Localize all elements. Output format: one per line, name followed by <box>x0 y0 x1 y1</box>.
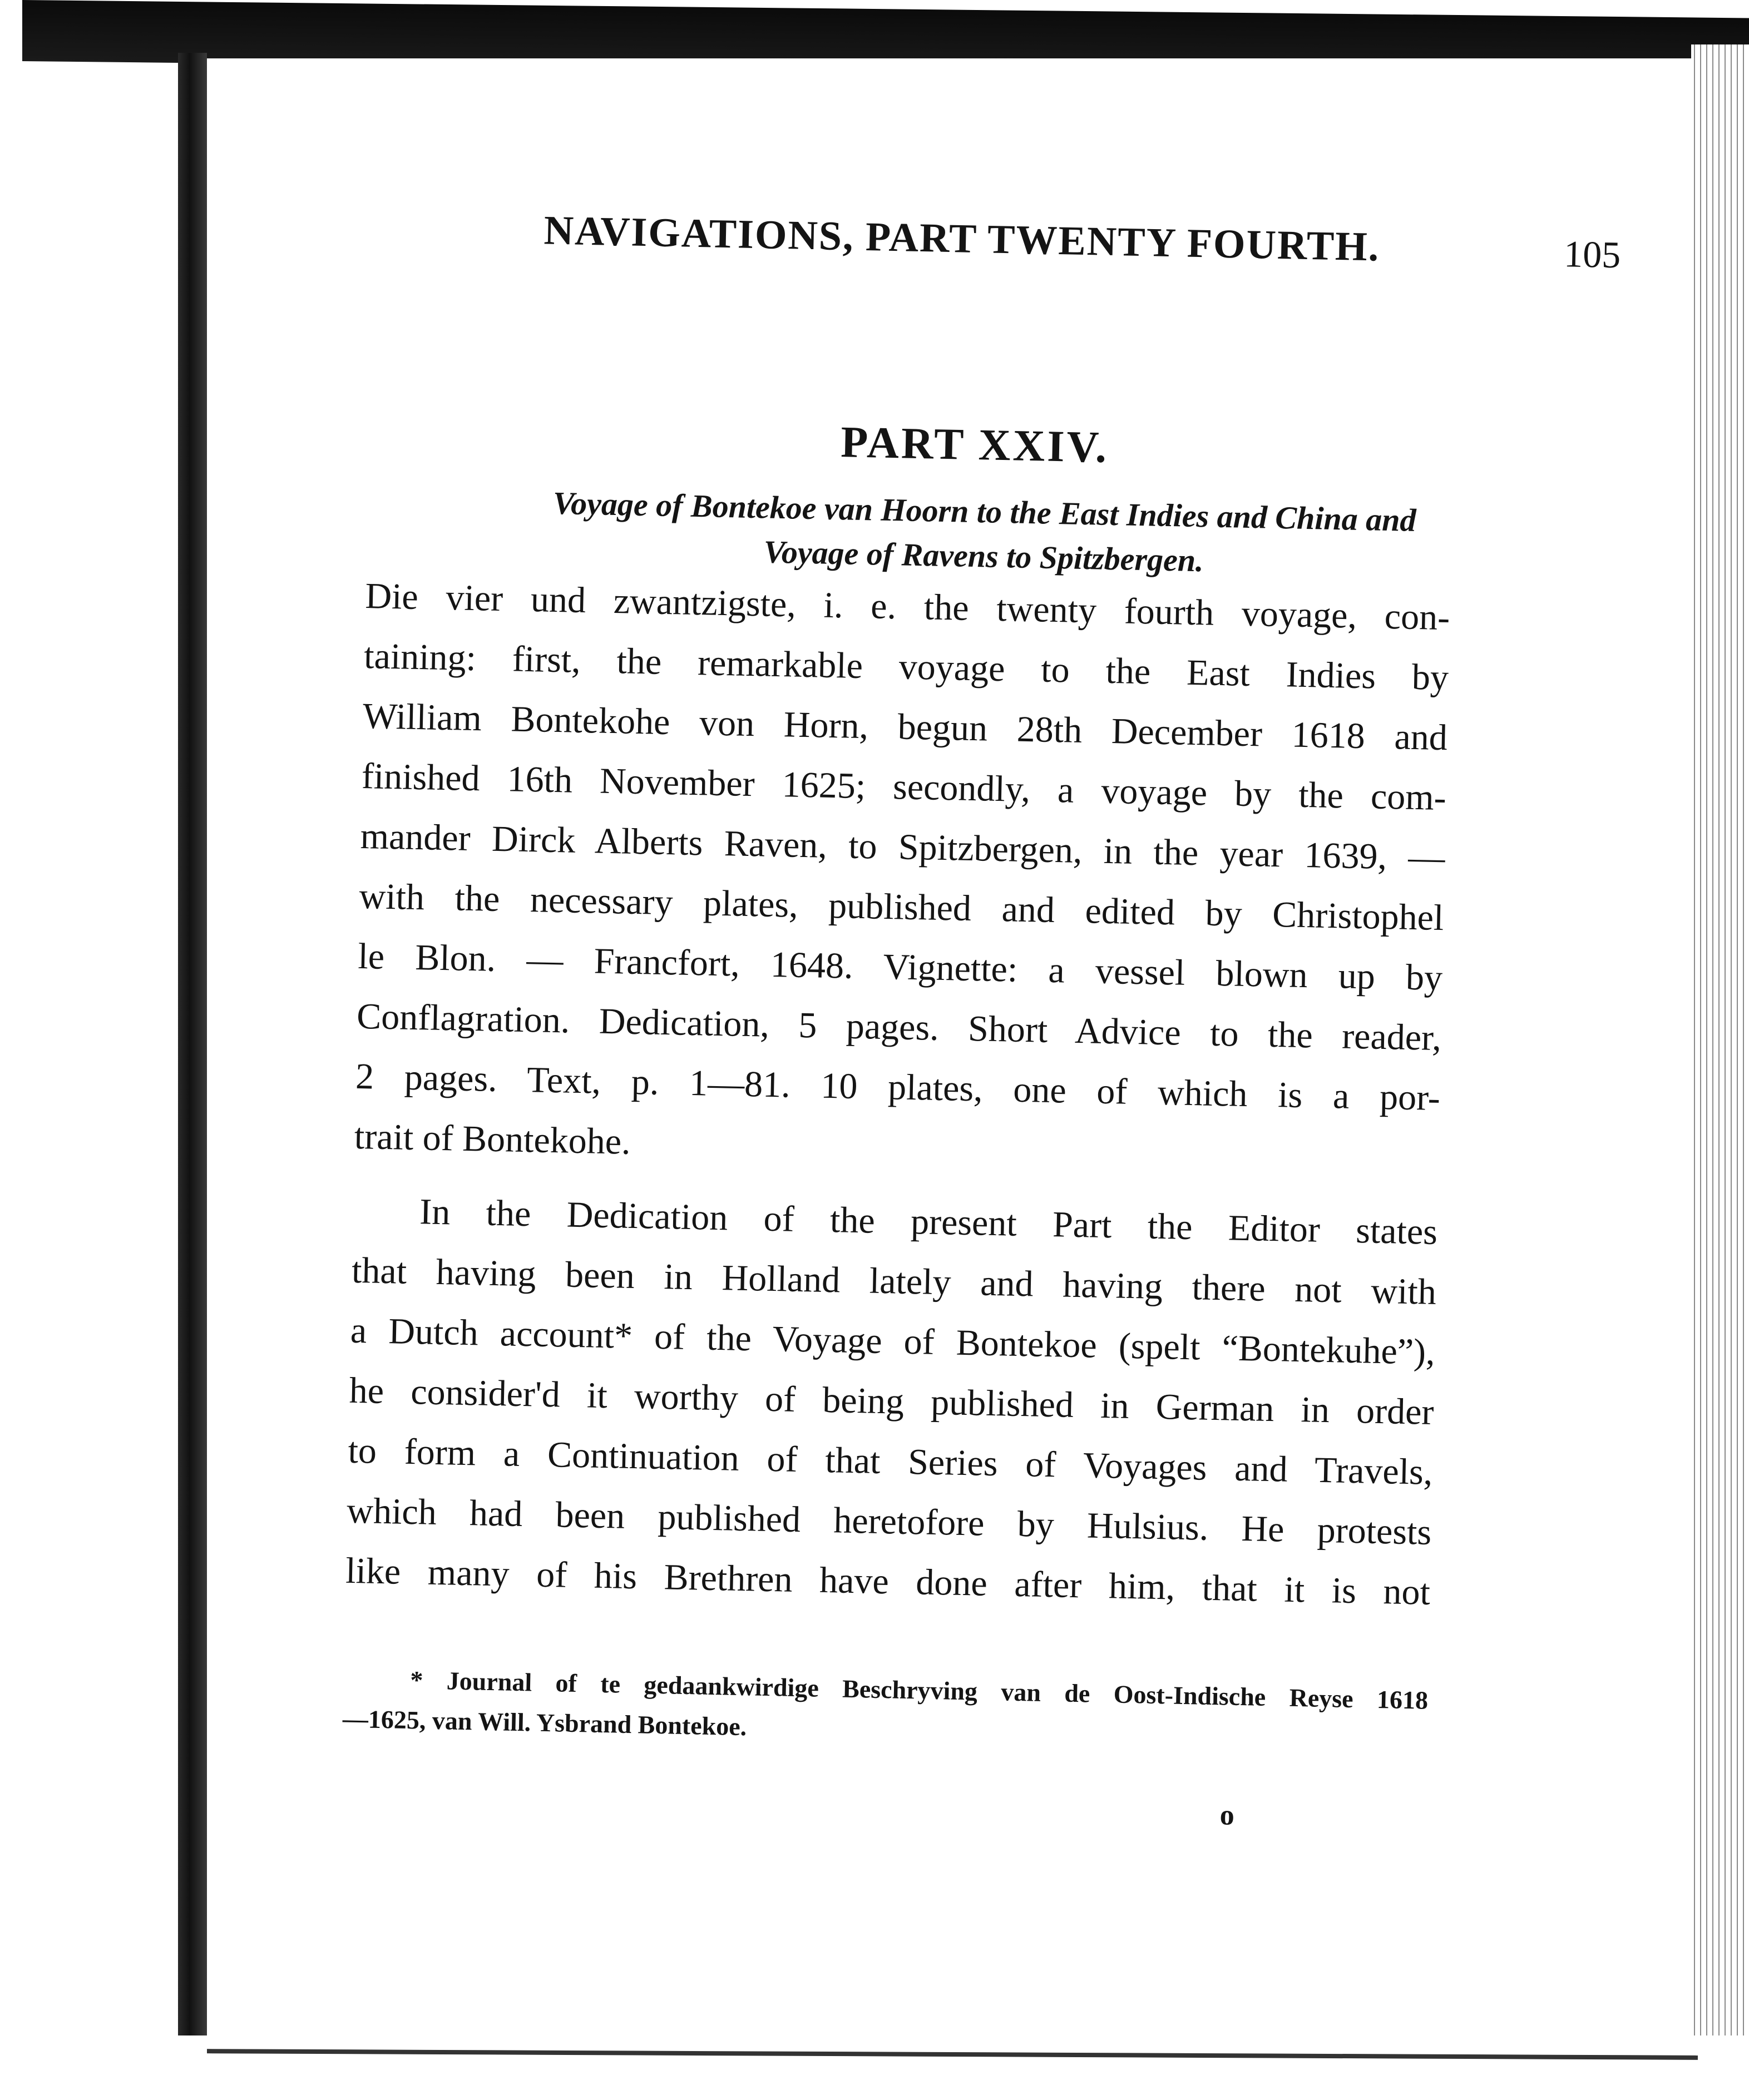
book-bottom-edge <box>0 2035 1749 2100</box>
text-line: In the Dedication of the present Part the Editor states <box>419 1191 1438 1252</box>
text-line: trait of Bontekohe. <box>354 1116 631 1162</box>
text-line: like many of his Brethren have done after him, that it is not <box>345 1550 1431 1613</box>
page-content <box>336 46 1633 2065</box>
part-title: PART XXIV. <box>840 418 1109 472</box>
signature-mark: o <box>1219 1799 1235 1831</box>
text-line: to form a Continuation of that Series of Voyages and Travels, <box>347 1430 1433 1493</box>
page-edges <box>1691 44 1749 2100</box>
footnote <box>342 1659 1428 1761</box>
text-line: le Blon. — Francfort, 1648. Vignette: a vessel blown up by <box>357 935 1443 999</box>
running-title: NAVIGATIONS, PART TWENTY FOURTH. <box>543 207 1381 270</box>
book-spine <box>178 53 207 2100</box>
text-line: taining: first, the remarkable voyage to the East Indies by <box>363 636 1449 699</box>
book-page <box>207 58 1691 2052</box>
subtitle-line: Voyage of Bontekoe van Hoorn to the East Indies and China and <box>552 484 1417 538</box>
paragraph-1 <box>354 566 1450 1188</box>
running-head <box>372 204 1631 284</box>
text-line: Conflagration. Dedication, 5 pages. Short Advice to the reader, <box>356 995 1442 1059</box>
text-line: he consider'd it worthy of being published in German in order <box>349 1370 1435 1433</box>
text-line: which had been published heretofore by Hulsius. He protests <box>346 1490 1432 1553</box>
text-line: 2 pages. Text, p. 1—81. 10 plates, one of which is a por- <box>355 1056 1441 1119</box>
text-line: with the necessary plates, published and edited by Christophel <box>358 875 1445 939</box>
subtitle-line: Voyage of Ravens to Spitzbergen. <box>763 533 1204 579</box>
page-number: 105 <box>1563 232 1622 276</box>
footnote-line: * Journal of te gedaankwirdige Beschryving van de Oost-Indische Reyse 1618 <box>409 1666 1429 1715</box>
text-line: finished 16th November 1625; secondly, a voyage by the com- <box>361 756 1447 819</box>
footnote-line: —1625, van Will. Ysbrand Bontekoe. <box>342 1704 747 1741</box>
text-line: Die vier und zwantzigste, i. e. the twenty fourth voyage, con- <box>364 576 1450 638</box>
text-line: that having been in Holland lately and having there not with <box>351 1250 1437 1312</box>
text-line: a Dutch account* of the Voyage of Bontekoe (spelt “Bontekuhe”), <box>350 1310 1436 1373</box>
text-line: mander Dirck Alberts Raven, to Spitzbergen, in the year 1639, — <box>360 815 1446 879</box>
text-line: William Bontekohe von Horn, begun 28th December 1618 and <box>362 696 1448 759</box>
paragraph-2 <box>345 1181 1438 1623</box>
